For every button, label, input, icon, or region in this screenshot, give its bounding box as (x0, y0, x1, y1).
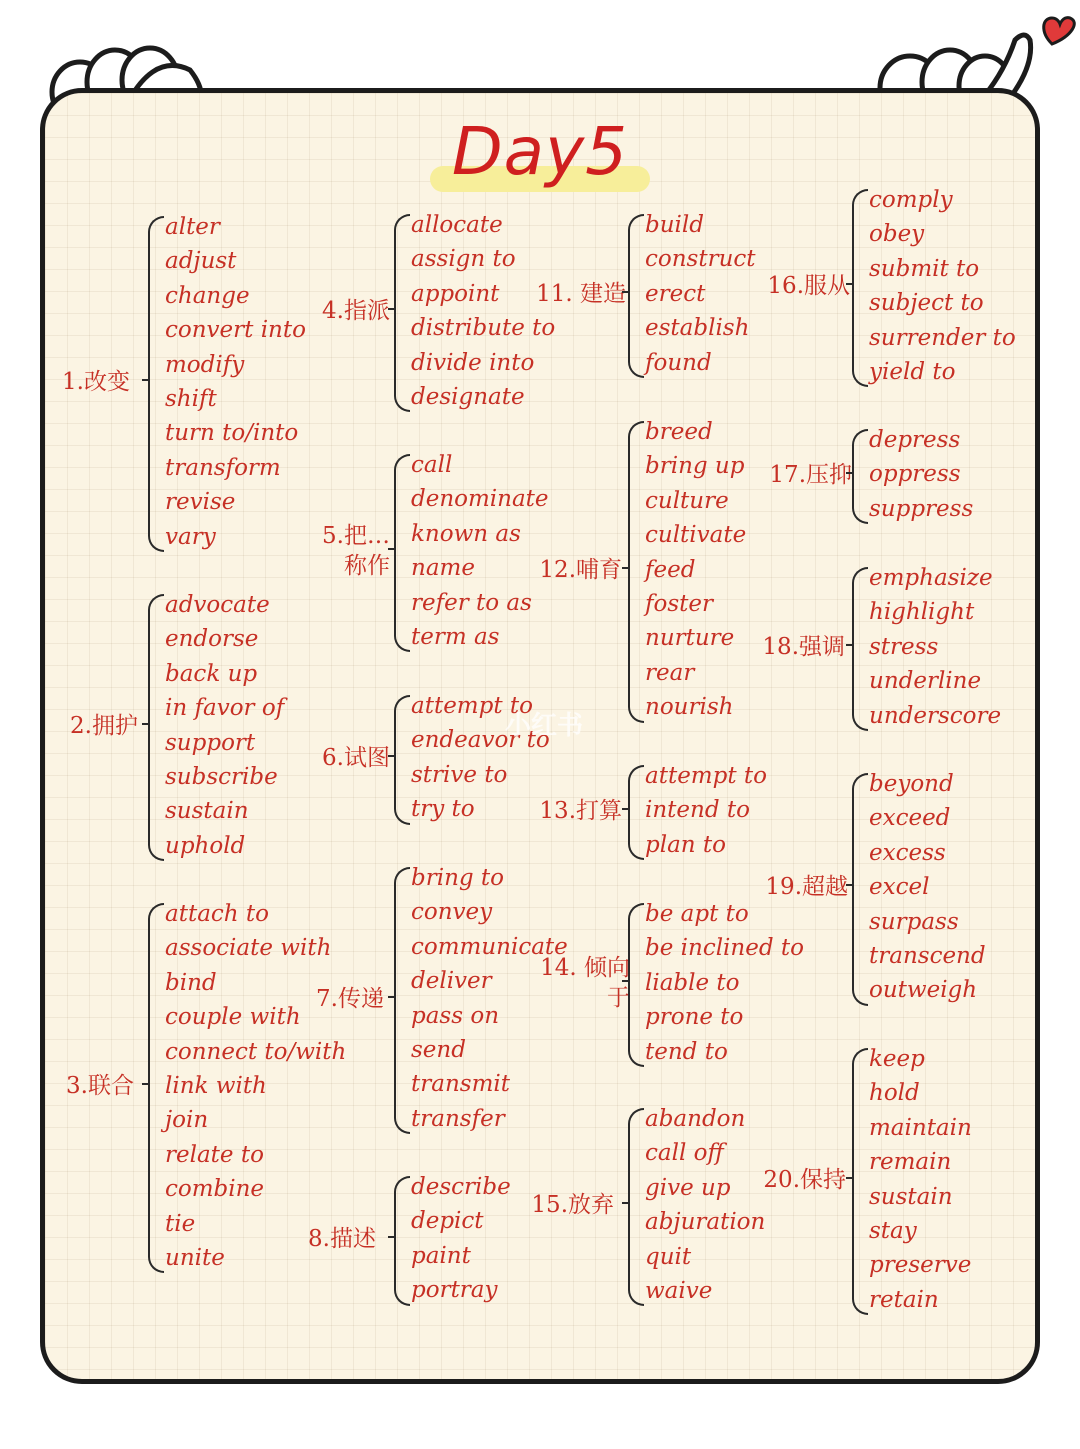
word-item: rear (645, 659, 695, 686)
word-item: remain (869, 1149, 952, 1176)
word-item: retain (869, 1286, 939, 1313)
word-item: distribute to (411, 315, 556, 342)
group-label: 17.压抑 (769, 461, 852, 488)
word-item: link with (165, 1072, 267, 1099)
word-item: portray (411, 1277, 498, 1304)
word-item: cultivate (645, 522, 747, 549)
word-item: refer to as (411, 589, 532, 616)
word-item: excel (869, 874, 930, 901)
word-item: stay (869, 1217, 917, 1244)
group-brace (852, 189, 868, 387)
word-item: endeavor to (411, 727, 550, 754)
word-item: subject to (869, 290, 984, 317)
word-item: allocate (411, 212, 503, 238)
group-label: 6.试图 (322, 744, 390, 771)
group-brace (852, 429, 868, 524)
group-label: 2.拥护 (70, 712, 138, 739)
group-label: 16.服从 (767, 273, 850, 300)
group-label: 13.打算 (539, 797, 622, 824)
word-item: underscore (869, 702, 1002, 729)
group-label: 14. 倾向 于 (540, 955, 630, 1011)
word-item: shift (165, 385, 217, 412)
word-item: strive to (411, 761, 508, 788)
word-item: name (411, 555, 475, 582)
word-item: surrender to (869, 324, 1016, 351)
word-item: comply (869, 187, 953, 213)
word-item: assign to (411, 246, 516, 273)
word-item: communicate (411, 933, 568, 960)
word-item: bind (165, 969, 217, 996)
word-item: vary (165, 523, 216, 550)
word-item: be inclined to (645, 935, 804, 962)
word-item: excess (869, 839, 946, 866)
word-item: uphold (165, 832, 246, 859)
word-item: in favor of (165, 695, 285, 722)
word-item: pass on (411, 1002, 500, 1029)
group-brace (852, 1048, 868, 1315)
word-list (869, 1042, 972, 1317)
word-list (869, 183, 1016, 389)
word-item: construct (645, 246, 756, 273)
word-item: advocate (165, 592, 270, 618)
group-label: 18.强调 (762, 634, 845, 660)
group-label: 4.指派 (322, 298, 390, 325)
word-item: alter (165, 214, 220, 240)
word-item: foster (645, 590, 714, 617)
word-item: liable to (645, 969, 740, 996)
word-item: modify (165, 351, 245, 378)
word-item: submit to (869, 255, 980, 282)
word-item: send (411, 1036, 466, 1063)
word-item: transfer (411, 1105, 505, 1132)
group-label: 7.传递 (316, 985, 384, 1012)
word-item: describe (411, 1174, 511, 1200)
word-item: outweigh (869, 977, 978, 1004)
word-item: designate (411, 383, 525, 410)
word-item: adjust (165, 248, 237, 275)
word-item: abjuration (645, 1209, 766, 1236)
word-item: call (411, 452, 453, 478)
word-list (869, 561, 1001, 733)
word-item: revise (165, 489, 236, 516)
word-item: associate with (165, 935, 332, 962)
heart-icon (1044, 18, 1075, 44)
word-item: paint (411, 1242, 471, 1269)
group-label: 8.描述 (308, 1225, 376, 1252)
word-item: combine (165, 1176, 265, 1203)
word-item: divide into (411, 349, 535, 376)
word-item: bring up (645, 453, 745, 480)
word-item: depress (869, 427, 961, 453)
word-item: stress (869, 633, 939, 660)
word-item: keep (869, 1046, 925, 1072)
word-item: denominate (411, 486, 549, 513)
word-item: waive (645, 1277, 713, 1304)
word-item: tie (165, 1210, 196, 1237)
word-item: yield to (869, 358, 956, 385)
word-list (869, 767, 986, 1008)
word-item: couple with (165, 1004, 301, 1031)
word-item: turn to/into (165, 420, 299, 447)
word-item: convey (411, 899, 493, 926)
word-item: prone to (645, 1004, 744, 1031)
word-item: subscribe (165, 763, 278, 790)
word-item: highlight (869, 599, 975, 626)
word-item: connect to/with (165, 1038, 347, 1065)
word-item: back up (165, 660, 258, 687)
word-item: known as (411, 520, 521, 547)
synonym-group (0, 767, 1080, 1008)
word-item: convert into (165, 317, 306, 344)
word-item: emphasize (869, 565, 993, 591)
group-brace (852, 773, 868, 1006)
word-item: breed (645, 419, 713, 445)
word-item: change (165, 282, 250, 309)
page-title: Day5 (451, 113, 629, 190)
word-item: culture (645, 487, 729, 514)
word-item: preserve (869, 1252, 972, 1279)
word-item: give up (645, 1174, 731, 1201)
word-item: depict (411, 1208, 484, 1235)
word-item: surpass (869, 908, 959, 935)
group-label: 1.改变 (62, 369, 130, 395)
word-item: be apt to (645, 901, 749, 927)
group-label: 12.哺育 (539, 556, 622, 583)
group-label: 3.联合 (66, 1073, 134, 1100)
word-item: oppress (869, 461, 961, 488)
group-label: 15.放弃 (531, 1192, 614, 1219)
word-item: call off (645, 1140, 724, 1167)
word-item: intend to (645, 797, 750, 824)
watermark: 小红书 (505, 711, 584, 741)
word-item: beyond (869, 771, 954, 797)
word-item: bring to (411, 865, 505, 891)
word-item: support (165, 729, 256, 756)
group-label: 19.超越 (765, 874, 848, 901)
word-item: attach to (165, 901, 270, 927)
word-item: deliver (411, 968, 492, 995)
word-item: establish (645, 315, 750, 342)
word-item: tend to (645, 1038, 728, 1065)
word-item: suppress (869, 495, 974, 522)
word-item: underline (869, 668, 982, 695)
word-item: abandon (645, 1106, 746, 1132)
word-item: try to (411, 796, 475, 823)
word-item: build (645, 212, 704, 238)
word-item: obey (869, 221, 925, 248)
word-item: relate to (165, 1141, 264, 1168)
group-label: 11. 建造 (536, 281, 626, 307)
synonym-group (0, 423, 1080, 526)
word-item: join (165, 1107, 209, 1134)
group-label: 20.保持 (763, 1166, 846, 1193)
word-item: plan to (645, 831, 727, 858)
word-item: feed (645, 556, 696, 583)
synonym-group (0, 1042, 1080, 1317)
word-item: nurture (645, 625, 735, 652)
word-item: sustain (165, 798, 249, 825)
word-item: nourish (645, 694, 734, 721)
word-item: erect (645, 280, 706, 307)
word-item: attempt to (411, 693, 533, 719)
word-item: sustain (869, 1183, 953, 1210)
word-item: maintain (869, 1114, 972, 1141)
group-label: 5.把… 称作 (322, 523, 390, 580)
word-item: transcend (869, 942, 986, 969)
word-item: unite (165, 1244, 225, 1271)
word-item: transmit (411, 1071, 510, 1098)
word-item: quit (645, 1243, 692, 1270)
word-list (869, 423, 973, 526)
synonym-group (0, 183, 1080, 389)
group-brace (852, 567, 868, 731)
word-item: hold (869, 1080, 920, 1107)
word-item: endorse (165, 626, 259, 653)
word-item: transform (165, 454, 281, 481)
word-item: found (645, 349, 712, 376)
word-item: attempt to (645, 763, 767, 789)
word-item: term as (411, 623, 500, 650)
word-item: appoint (411, 280, 500, 307)
word-item: exceed (869, 805, 951, 832)
